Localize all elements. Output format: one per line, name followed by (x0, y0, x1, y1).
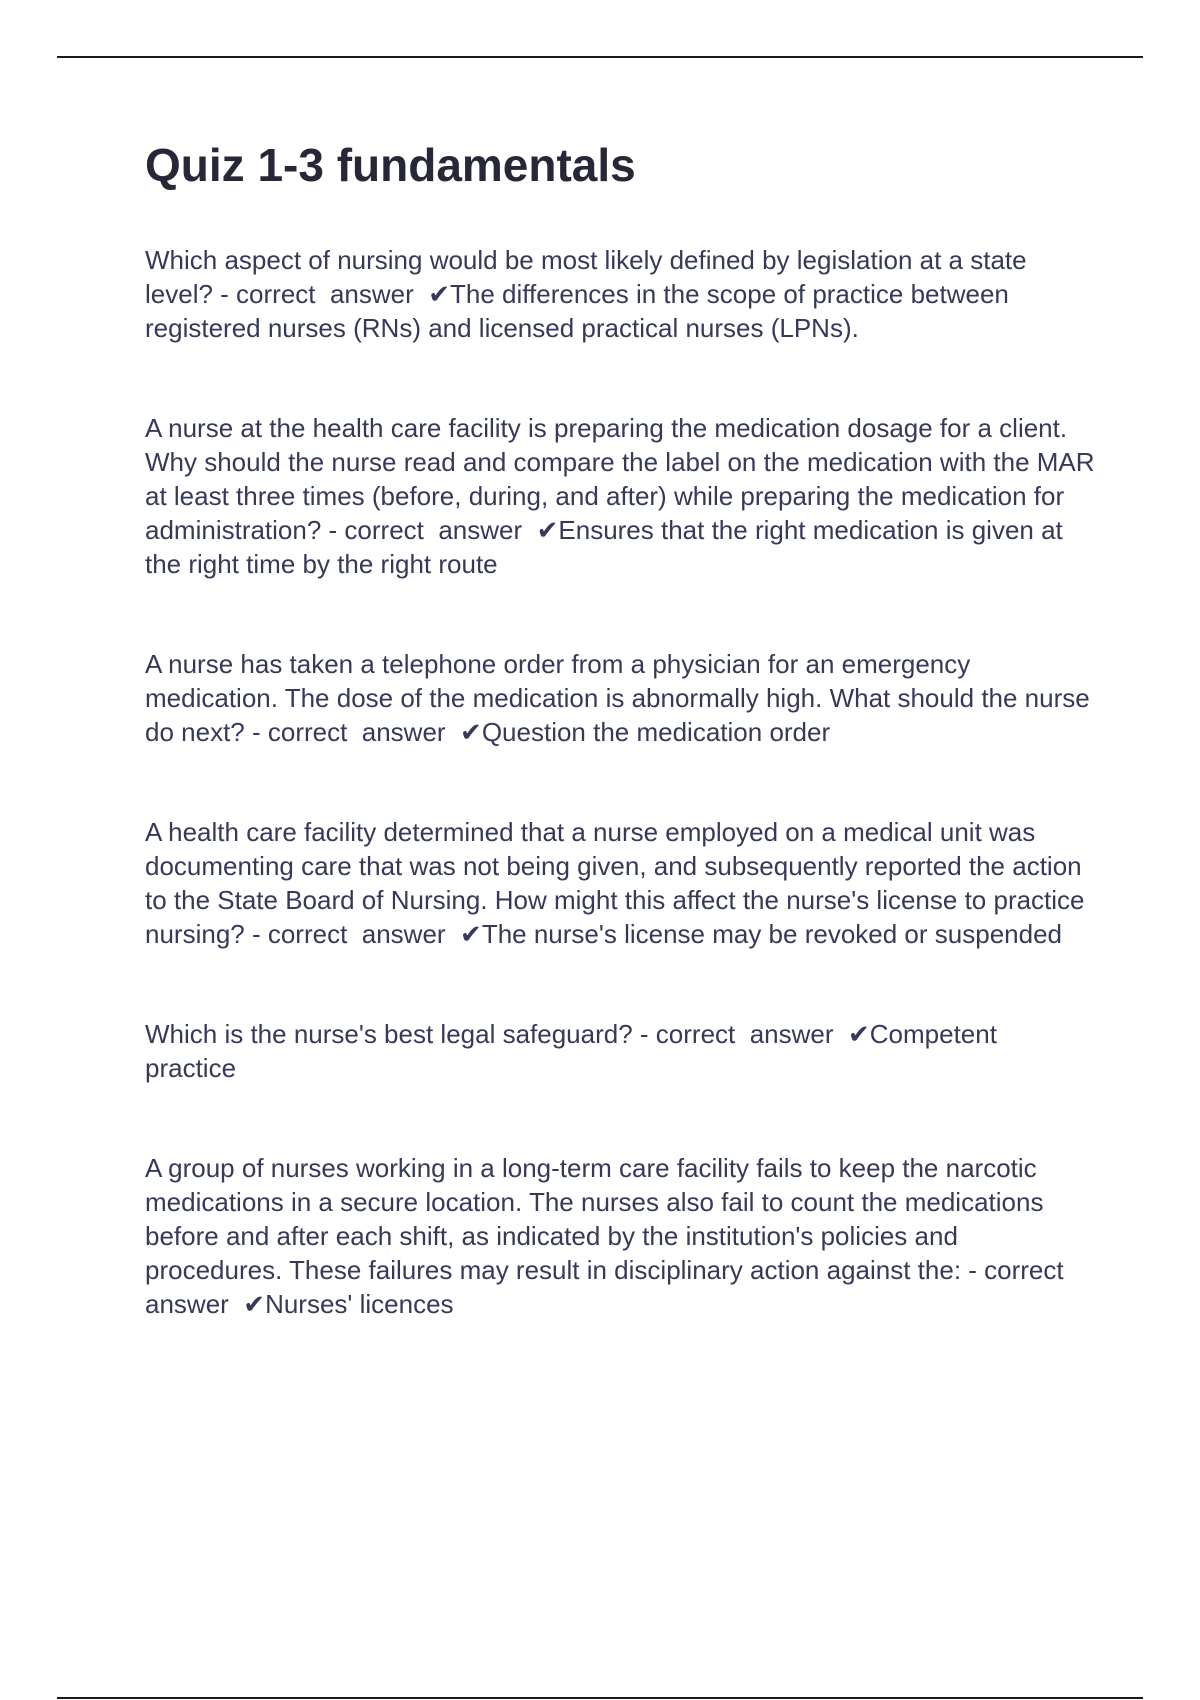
check-mark-icon: ✔ (243, 1289, 266, 1320)
question-text: A nurse has taken a telephone order from a physician for an emergency medication. The dose of the medication is abnormally high. What should the nurse do next? (145, 649, 1097, 748)
check-mark-icon: ✔ (536, 515, 559, 546)
answer-separator: - correct answer (244, 919, 461, 950)
question-text: A health care facility determined that a nurse employed on a medical unit was documenting care that was not being given, and subsequently reported the action to the State Board of Nursing. How might this affect the nurse's license to practice nursing? (145, 817, 1092, 950)
check-mark-icon: ✔ (847, 1019, 870, 1050)
bottom-divider (57, 1697, 1143, 1699)
check-mark-icon: ✔ (460, 717, 482, 748)
check-mark-icon: ✔ (460, 919, 482, 950)
qa-item (145, 411, 1102, 581)
check-mark-icon: ✔ (428, 279, 451, 310)
answer-separator: - correct answer (212, 279, 429, 310)
answer-text: Ensures that the right medication is given at the right time by the right route (145, 515, 1071, 580)
answer-text: The differences in the scope of practice between registered nurses (RNs) and licensed practical nurses (LPNs). (145, 279, 1017, 344)
qa-item (145, 243, 1095, 345)
question-text: A nurse at the health care facility is preparing the medication dosage for a client. Why should the nurse read and compare the label on the medication with the MAR at least three times (before, during, and after) while preparing the medication for administration? (145, 413, 1102, 546)
top-divider (57, 56, 1143, 58)
question-text: Which aspect of nursing would be most likely defined by legislation at a state level? (145, 245, 1034, 310)
qa-item (145, 1151, 1095, 1321)
document-title: Quiz 1-3 fundamentals (145, 139, 636, 191)
qa-item (145, 1017, 1095, 1085)
answer-text: Competent practice (145, 1019, 1005, 1084)
answer-text: The nurse's license may be revoked or suspended (481, 919, 1062, 950)
document-body (145, 138, 1102, 1387)
qa-item (145, 647, 1095, 749)
answer-separator: - correct answer (244, 717, 461, 748)
qa-item (145, 815, 1095, 951)
question-text: A group of nurses working in a long-term care facility fails to keep the narcotic medications in a secure location. The nurses also fail to count the medications before and after each shift, as indicated by the institution's policies and procedures. These failures may result in disciplinary action against the: (145, 1153, 1051, 1286)
answer-text: Question the medication order (481, 717, 831, 748)
question-text: Which is the nurse's best legal safeguard? (145, 1019, 633, 1050)
answer-separator: - correct answer (145, 1255, 1079, 1320)
answer-separator: - correct answer (321, 515, 537, 546)
answer-separator: - correct answer (632, 1019, 848, 1050)
answer-text: Nurses' licences (265, 1289, 454, 1320)
